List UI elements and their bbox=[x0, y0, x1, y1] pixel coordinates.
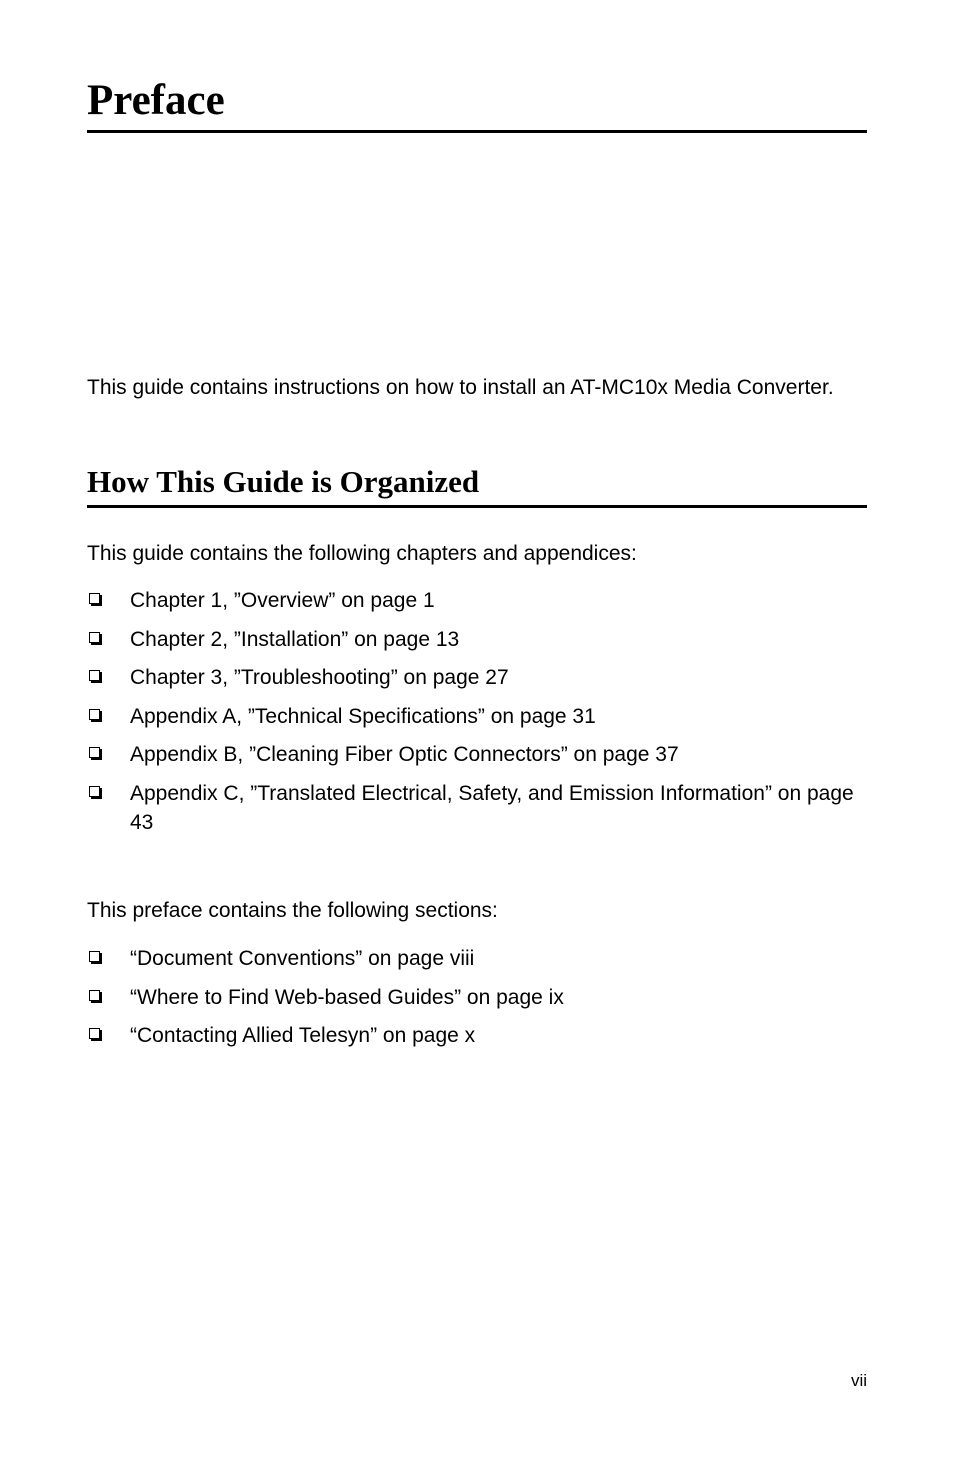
intro-paragraph: This guide contains instructions on how to install an AT-MC10x Media Converter. bbox=[87, 376, 834, 399]
checkbox-bullet-icon bbox=[89, 990, 100, 1001]
list-item bbox=[87, 702, 872, 731]
checkbox-bullet-icon bbox=[89, 670, 100, 681]
appendix-link[interactable]: Appendix B, ”Cleaning Fiber Optic Connectors” on page 37 bbox=[130, 743, 679, 766]
checkbox-bullet-icon bbox=[89, 632, 100, 643]
checkbox-bullet-icon bbox=[89, 951, 100, 962]
checkbox-bullet-icon bbox=[89, 709, 100, 720]
checkbox-bullet-icon bbox=[89, 747, 100, 758]
list-item bbox=[87, 944, 872, 973]
checkbox-bullet-icon bbox=[89, 786, 100, 797]
chapters-intro-paragraph: This guide contains the following chapters and appendices: bbox=[87, 542, 637, 565]
sections-intro-paragraph: This preface contains the following sections: bbox=[87, 899, 498, 922]
section-list bbox=[87, 944, 872, 1060]
section-rule bbox=[87, 505, 867, 508]
section-link[interactable]: “Contacting Allied Telesyn” on page x bbox=[130, 1024, 476, 1047]
chapter-link[interactable]: Chapter 1, ”Overview” on page 1 bbox=[130, 589, 435, 612]
chapter-link[interactable]: Chapter 2, ”Installation” on page 13 bbox=[130, 627, 460, 651]
list-item bbox=[87, 625, 872, 654]
section-link[interactable]: “Where to Find Web-based Guides” on page ix bbox=[130, 985, 564, 1009]
chapter-link[interactable]: Chapter 3, ”Troubleshooting” on page 27 bbox=[130, 666, 509, 689]
list-item bbox=[87, 1021, 872, 1050]
list-item bbox=[87, 983, 872, 1012]
list-item bbox=[87, 586, 872, 615]
list-item bbox=[87, 740, 872, 769]
list-item bbox=[87, 663, 872, 692]
page-number: vii bbox=[850, 1371, 867, 1390]
checkbox-bullet-icon bbox=[89, 593, 100, 604]
appendix-link[interactable]: Appendix A, ”Technical Specifications” on page 31 bbox=[130, 704, 596, 728]
section-link[interactable]: “Document Conventions” on page viii bbox=[130, 947, 475, 970]
chapter-list bbox=[87, 586, 872, 846]
page-title: Preface bbox=[87, 77, 225, 124]
checkbox-bullet-icon bbox=[89, 1028, 100, 1039]
title-rule bbox=[87, 130, 867, 133]
section-heading-organization: How This Guide is Organized bbox=[87, 464, 480, 499]
appendix-link[interactable]: Appendix C, ”Translated Electrical, Safety, and Emission Information” on page 43 bbox=[130, 781, 854, 834]
list-item bbox=[87, 779, 872, 837]
